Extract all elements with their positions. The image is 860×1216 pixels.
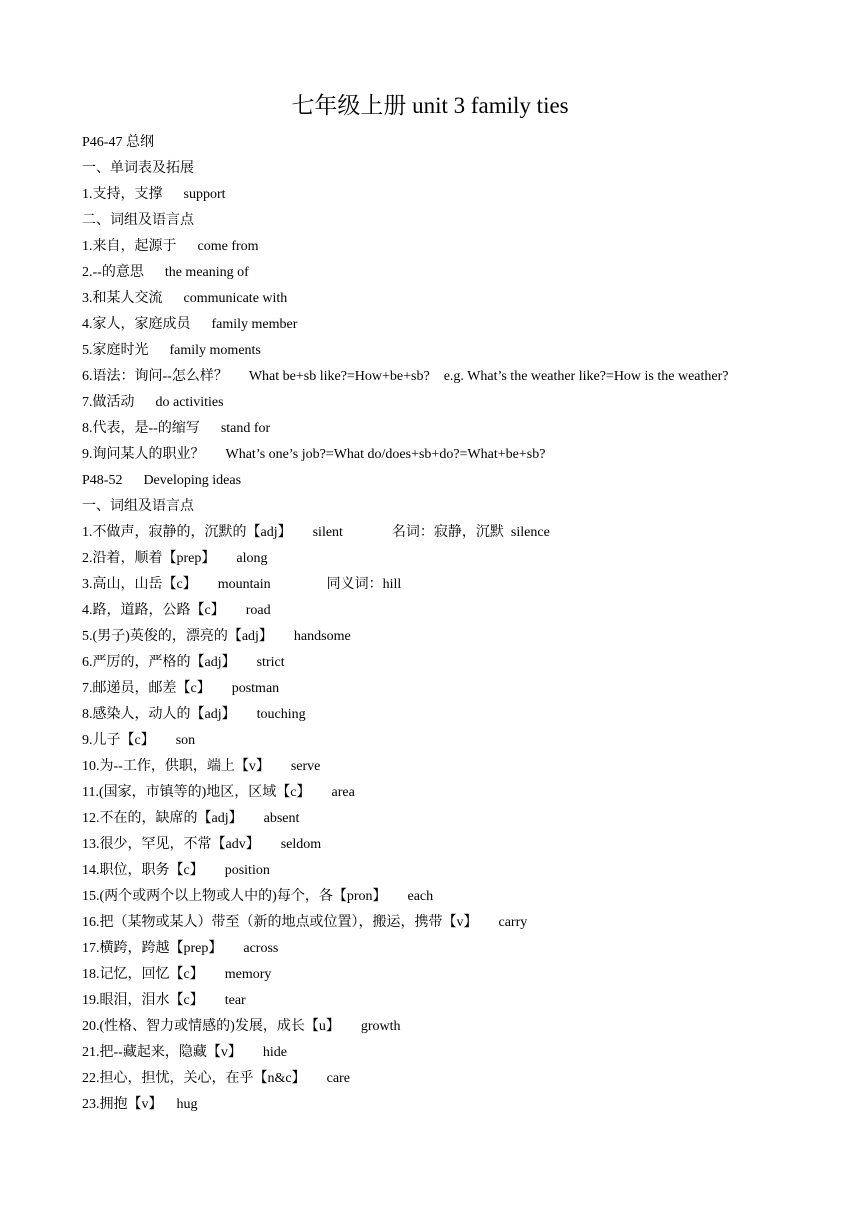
text-line: 4.路，道路，公路【c】 road <box>82 603 271 618</box>
text-line: P46-47 总纲 <box>82 135 154 150</box>
text-line: 13.很少，罕见，不常【adv】 seldom <box>82 837 322 852</box>
text-line: 6.语法：询问--怎么样？ What be+sb like?=How+be+sb? e.g. What’s the weather like?=How is the weather? <box>82 369 729 384</box>
document-title: 七年级上册 unit 3 family ties <box>291 93 569 118</box>
text-line: 2.--的意思 the meaning of <box>82 265 249 280</box>
text-line: 14.职位，职务【c】 position <box>82 863 270 878</box>
document-body <box>82 130 842 1118</box>
text-line: 5.(男子)英俊的，漂亮的【adj】 handsome <box>82 629 351 644</box>
text-line: 12.不在的，缺席的【adj】 absent <box>82 811 300 826</box>
text-line: 9.儿子【c】 son <box>82 733 196 748</box>
text-line: 18.记忆，回忆【c】 memory <box>82 967 272 982</box>
text-line: 4.家人，家庭成员 family member <box>82 317 298 332</box>
text-line: 1.来自，起源于 come from <box>82 239 259 254</box>
text-line: 3.和某人交流 communicate with <box>82 291 288 306</box>
text-line: 7.做活动 do activities <box>82 395 224 410</box>
text-line: 5.家庭时光 family moments <box>82 343 261 358</box>
text-line: 21.把--藏起来，隐藏【v】 hide <box>82 1045 287 1060</box>
text-line: 1.支持，支撑 support <box>82 187 226 202</box>
text-line: 7.邮递员，邮差【c】 postman <box>82 681 280 696</box>
text-line: 3.高山，山岳【c】 mountain 同义词：hill <box>82 577 402 592</box>
text-line: P48-52 Developing ideas <box>82 473 242 488</box>
text-line: 6.严厉的，严格的【adj】 strict <box>82 655 285 670</box>
text-line: 11.(国家，市镇等的)地区，区域【c】 area <box>82 785 355 800</box>
text-line: 16.把（某物或某人）带至（新的地点或位置），搬运，携带【v】 carry <box>82 915 528 930</box>
text-line: 19.眼泪，泪水【c】 tear <box>82 993 246 1008</box>
text-line: 9.询问某人的职业？ What’s one’s job?=What do/does+sb+do?=What+be+sb? <box>82 447 546 462</box>
text-line: 8.感染人，动人的【adj】 touching <box>82 707 306 722</box>
text-line: 15.(两个或两个以上物或人中的)每个，各【pron】 each <box>82 889 434 904</box>
text-line: 1.不做声，寂静的，沉默的【adj】 silent 名词：寂静，沉默 silence <box>82 525 550 540</box>
text-line: 二、词组及语言点 <box>82 213 194 228</box>
text-line: 22.担心，担忧，关心，在乎【n&c】 care <box>82 1071 350 1086</box>
text-line: 23.拥抱【v】 hug <box>82 1097 198 1112</box>
text-line: 一、单词表及拓展 <box>82 161 194 176</box>
text-line: 一、词组及语言点 <box>82 499 194 514</box>
text-line: 17.横跨，跨越【prep】 across <box>82 941 279 956</box>
text-line: 8.代表，是--的缩写 stand for <box>82 421 271 436</box>
text-line: 10.为--工作，供职，端上【v】 serve <box>82 759 321 774</box>
text-line: 20.(性格、智力或情感的)发展，成长【u】 growth <box>82 1019 401 1034</box>
text-line: 2.沿着，顺着【prep】 along <box>82 551 268 566</box>
